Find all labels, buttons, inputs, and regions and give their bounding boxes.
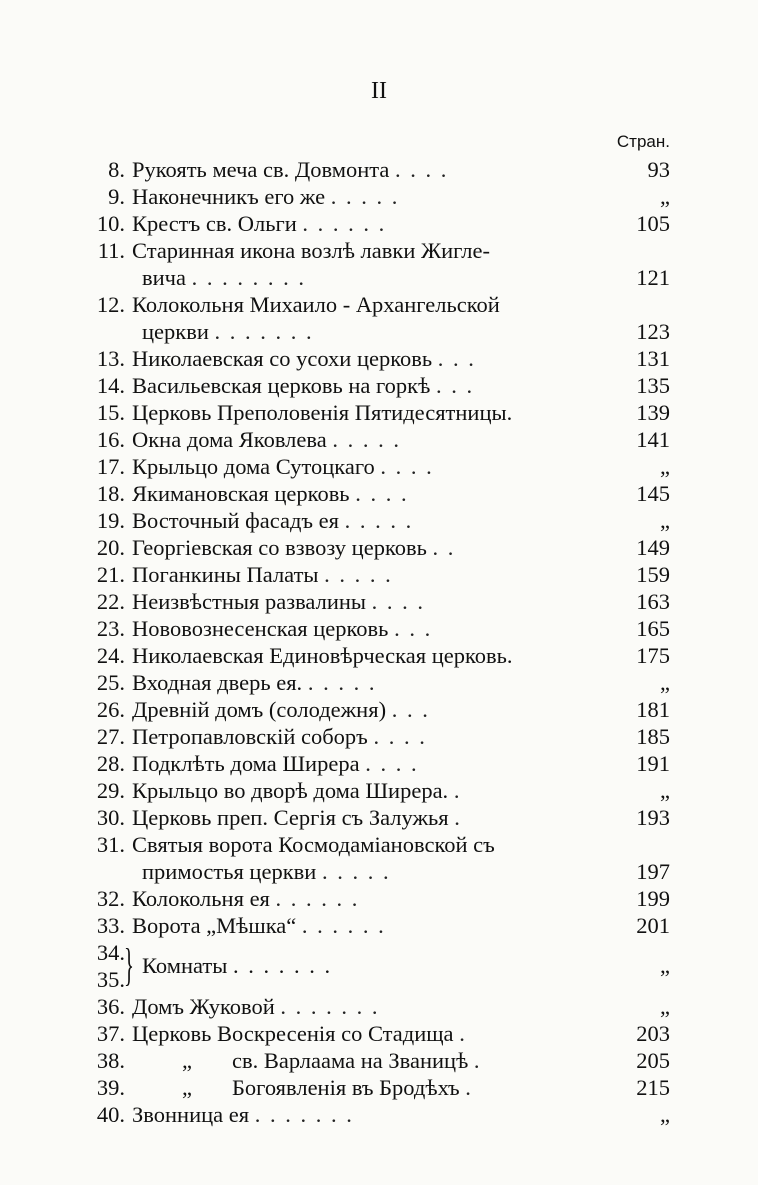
entry-title (142, 1074, 634, 1101)
leader-dots: . . . . . . . (214, 319, 314, 344)
entry-title-text: Крыльцо дома Сутоцкаго (132, 454, 375, 479)
entry-title (132, 831, 624, 858)
leader-dots: . . . . (373, 724, 427, 749)
toc-entry (80, 804, 680, 831)
toc-entry (80, 885, 680, 912)
group-numbers (80, 939, 125, 993)
leader-dots: . . . . . . . (232, 953, 333, 978)
entry-title-text: Домъ Жуковой (132, 994, 275, 1019)
entry-title-text: Звонница ея (132, 1102, 250, 1127)
entry-page: 163 (636, 589, 670, 614)
page-column-header: Стран. (616, 132, 670, 151)
leader-dots: . . . . . (324, 562, 393, 587)
entry-title (132, 561, 624, 588)
entry-title-text: Поганкины Палаты (132, 562, 319, 587)
entry-page: 175 (636, 643, 670, 668)
entry-number: 32. (96, 886, 125, 911)
entry-page: 123 (636, 319, 670, 344)
entry-number: 22. (96, 589, 125, 614)
entry-page: „ (660, 994, 670, 1019)
entry-title-text: церкви (142, 319, 209, 344)
leader-dots: . (465, 1075, 473, 1100)
entry-title (132, 156, 624, 183)
entry-title-text: Богоявленія въ Бродѣхъ (232, 1075, 460, 1100)
toc-entry (80, 183, 680, 210)
entry-title-text: Неизвѣстныя развалины (132, 589, 367, 614)
entry-title (142, 858, 634, 885)
entry-title (132, 912, 624, 939)
entry-title-text: Старинная икона возлѣ лавки Жигле- (132, 238, 490, 263)
entry-title (132, 804, 624, 831)
entry-title-text: Рукоять меча св. Довмонта (132, 157, 390, 182)
entry-title (132, 183, 624, 210)
entry-number: 13. (96, 346, 125, 371)
toc-entry (80, 399, 680, 426)
entry-title-text: Наконечникъ его же (132, 184, 326, 209)
entry-page: 93 (647, 157, 670, 182)
entry-number: 23. (96, 616, 125, 641)
entry-title-text: Николаевская со усохи церковь (132, 346, 433, 371)
entry-title-text: Окна дома Яковлева (132, 427, 327, 452)
entry-title-text: Георгіевская со взвозу церковь (132, 535, 427, 560)
toc-entry (80, 831, 680, 858)
entry-page: 197 (636, 859, 670, 884)
toc-entry (80, 480, 680, 507)
leader-dots: . . . . . (344, 508, 414, 533)
entry-number: 31. (96, 832, 125, 857)
toc-entry (80, 534, 680, 561)
entry-title-text: Нововознесенская церковь (132, 616, 389, 641)
toc-entry (80, 588, 680, 615)
toc-entry-group (80, 939, 680, 993)
entry-page: 215 (636, 1075, 670, 1100)
entry-title (132, 750, 624, 777)
toc-entry (80, 318, 680, 345)
entry-number: 34. (96, 940, 125, 965)
entry-number: 33. (96, 913, 125, 938)
toc-entry (80, 696, 680, 723)
toc-entry (80, 1074, 680, 1101)
entry-title (132, 507, 624, 534)
leader-dots: . . . (437, 346, 476, 371)
toc-entry (80, 507, 680, 534)
entry-title (142, 1047, 634, 1074)
entry-title-text: Подклѣть дома Ширера (132, 751, 360, 776)
entry-title-text: Святыя ворота Космодаміановской съ (132, 832, 495, 857)
entry-number: 38. (96, 1048, 125, 1073)
entry-number: 8. (108, 157, 125, 182)
toc-entry (80, 777, 680, 804)
entry-number: 20. (96, 535, 125, 560)
entry-title-text: Петропавловскій соборъ (132, 724, 368, 749)
leader-dots: . (459, 1021, 467, 1046)
leader-dots: . . . . . (307, 670, 377, 695)
entry-page: 139 (636, 400, 670, 425)
entry-page: 203 (636, 1021, 670, 1046)
toc-entry (80, 858, 680, 885)
entry-page: 199 (636, 886, 670, 911)
entry-title (132, 426, 624, 453)
entry-number: 10. (96, 211, 125, 236)
entry-number: 24. (96, 643, 125, 668)
leader-dots: . . . . . . . . (191, 265, 306, 290)
toc-entry (80, 237, 680, 264)
leader-dots: . . . . . (330, 184, 400, 209)
ditto-mark: „ (182, 1075, 192, 1100)
entry-number: 9. (108, 184, 125, 209)
toc-entry (80, 210, 680, 237)
brace-bracket: } (124, 939, 134, 990)
leader-dots: . . . . . . (302, 211, 387, 236)
entry-title (142, 318, 634, 345)
toc-entry (80, 1101, 680, 1128)
entry-page: 121 (636, 265, 670, 290)
entry-number: 12. (96, 292, 125, 317)
toc-entry (80, 723, 680, 750)
entry-page: 135 (636, 373, 670, 398)
entry-page: 181 (636, 697, 670, 722)
entry-title-text: примостья церкви (142, 859, 317, 884)
entry-number: 25. (96, 670, 125, 695)
page-number: II (371, 78, 387, 104)
leader-dots: . (473, 1048, 482, 1073)
entry-page: 193 (636, 805, 670, 830)
leader-dots: . . . . (394, 157, 449, 182)
entry-title-text: Крыльцо во дворѣ дома Ширера. (132, 778, 449, 803)
entry-page: „ (660, 953, 670, 978)
leader-dots: . . . (435, 373, 475, 398)
entry-title-text: вича (142, 265, 186, 290)
entry-title (132, 642, 624, 669)
entry-title-text: Комнаты (142, 953, 228, 978)
entry-number: 17. (96, 454, 125, 479)
entry-title (132, 210, 624, 237)
entry-title (132, 885, 624, 912)
toc-entry (80, 669, 680, 696)
entry-title (132, 237, 624, 264)
toc-entry (80, 291, 680, 318)
leader-dots: . . . . . (332, 427, 401, 452)
entry-page: 141 (636, 427, 670, 452)
entry-number: 14. (96, 373, 125, 398)
entry-page: 205 (636, 1048, 670, 1073)
toc-entry (80, 993, 680, 1020)
entry-number: 15. (96, 400, 125, 425)
leader-dots: . . . . . . . (254, 1102, 354, 1127)
entry-number: 35. (96, 967, 125, 992)
ditto-mark: „ (182, 1048, 192, 1073)
entry-number: 18. (96, 481, 125, 506)
entry-title-text: св. Варлаама на Званицѣ (232, 1048, 469, 1073)
entry-title-text: Васильевская церковь на горкѣ (132, 373, 431, 398)
entry-title-text: Входная дверь ея. (132, 670, 303, 695)
entry-number: 26. (96, 697, 125, 722)
toc-entry (80, 372, 680, 399)
toc-entry (80, 1047, 680, 1074)
leader-dots: . . . . (365, 751, 419, 776)
entry-number: 16. (96, 427, 125, 452)
entry-page: „ (660, 778, 670, 803)
entry-title (132, 723, 624, 750)
entry-title-text: Восточный фасадъ ея (132, 508, 340, 533)
entry-number: 40. (96, 1102, 125, 1127)
entry-number: 37. (96, 1021, 125, 1046)
entry-page: „ (660, 184, 670, 209)
leader-dots: . . . . . . (301, 913, 386, 938)
toc-entry (80, 345, 680, 372)
entry-page: 159 (636, 562, 670, 587)
entry-number: 39. (96, 1075, 125, 1100)
entry-title (132, 615, 624, 642)
entry-number: 21. (96, 562, 125, 587)
entry-page: 149 (636, 535, 670, 560)
entry-title (132, 345, 624, 372)
entry-title (132, 777, 624, 804)
toc-entry (80, 264, 680, 291)
toc-entry (80, 912, 680, 939)
entry-title (132, 453, 624, 480)
entry-number: 27. (96, 724, 125, 749)
entry-title (132, 1101, 624, 1128)
entry-number: 28. (96, 751, 125, 776)
entry-title (132, 480, 624, 507)
entry-page: 165 (636, 616, 670, 641)
entry-number: 19. (96, 508, 125, 533)
toc-entry (80, 426, 680, 453)
entry-title-text: Церковь преп. Сергія съ Залужья (132, 805, 449, 830)
toc-entry (80, 561, 680, 588)
entry-title (132, 1020, 624, 1047)
toc-entry (80, 156, 680, 183)
entry-title (132, 291, 624, 318)
leader-dots: . (454, 805, 462, 830)
leader-dots: . . . . . . (275, 886, 360, 911)
entry-title (132, 372, 624, 399)
entry-title-text: Колокольня ея (132, 886, 270, 911)
entry-number: 36. (96, 994, 125, 1019)
entry-title-text: Церковь Воскресенія со Стадища (132, 1021, 454, 1046)
entry-title-text: Колокольня Михаило - Архангельской (132, 292, 500, 317)
entry-title (142, 952, 332, 979)
entry-number: 30. (96, 805, 125, 830)
leader-dots: . . . . (380, 454, 434, 479)
entry-title-text: Церковь Преполовенія Пятидесятницы. (132, 400, 513, 425)
entry-title-text: Крестъ св. Ольги (132, 211, 297, 236)
entry-page: 201 (636, 913, 670, 938)
leader-dots: . . . (394, 616, 433, 641)
leader-dots: . . . . . . . (280, 994, 380, 1019)
toc-entry (80, 615, 680, 642)
entry-title (132, 399, 624, 426)
leader-dots: . . . . . (321, 859, 391, 884)
entry-page: 185 (636, 724, 670, 749)
entry-title (132, 588, 624, 615)
entry-number: 11. (97, 238, 125, 263)
entry-page: 105 (636, 211, 670, 236)
entry-number: 29. (96, 778, 125, 803)
entry-page: 191 (636, 751, 670, 776)
entry-page: „ (660, 454, 670, 479)
entry-title (132, 696, 624, 723)
leader-dots: . (453, 778, 462, 803)
entry-page: „ (660, 508, 670, 533)
leader-dots: . . . . (371, 589, 426, 614)
toc-entry (80, 642, 680, 669)
entry-title-text: Древній домъ (солодежня) (132, 697, 387, 722)
entry-title (132, 534, 624, 561)
entry-title-text: Ворота „Мѣшка“ (132, 913, 297, 938)
leader-dots: . . . (391, 697, 430, 722)
entry-page: 145 (636, 481, 670, 506)
toc-entry (80, 1020, 680, 1047)
table-of-contents (80, 156, 680, 1128)
leader-dots: . . . . (355, 481, 409, 506)
entry-title (142, 264, 634, 291)
entry-title-text: Николаевская Единовѣрческая церковь. (132, 643, 513, 668)
leader-dots: . . (432, 535, 456, 560)
entry-page: 131 (636, 346, 670, 371)
entry-title (132, 669, 624, 696)
toc-entry (80, 453, 680, 480)
entry-page: „ (660, 670, 670, 695)
entry-title (132, 993, 624, 1020)
entry-page: „ (660, 1102, 670, 1127)
toc-entry (80, 750, 680, 777)
entry-title-text: Якимановская церковь (132, 481, 350, 506)
